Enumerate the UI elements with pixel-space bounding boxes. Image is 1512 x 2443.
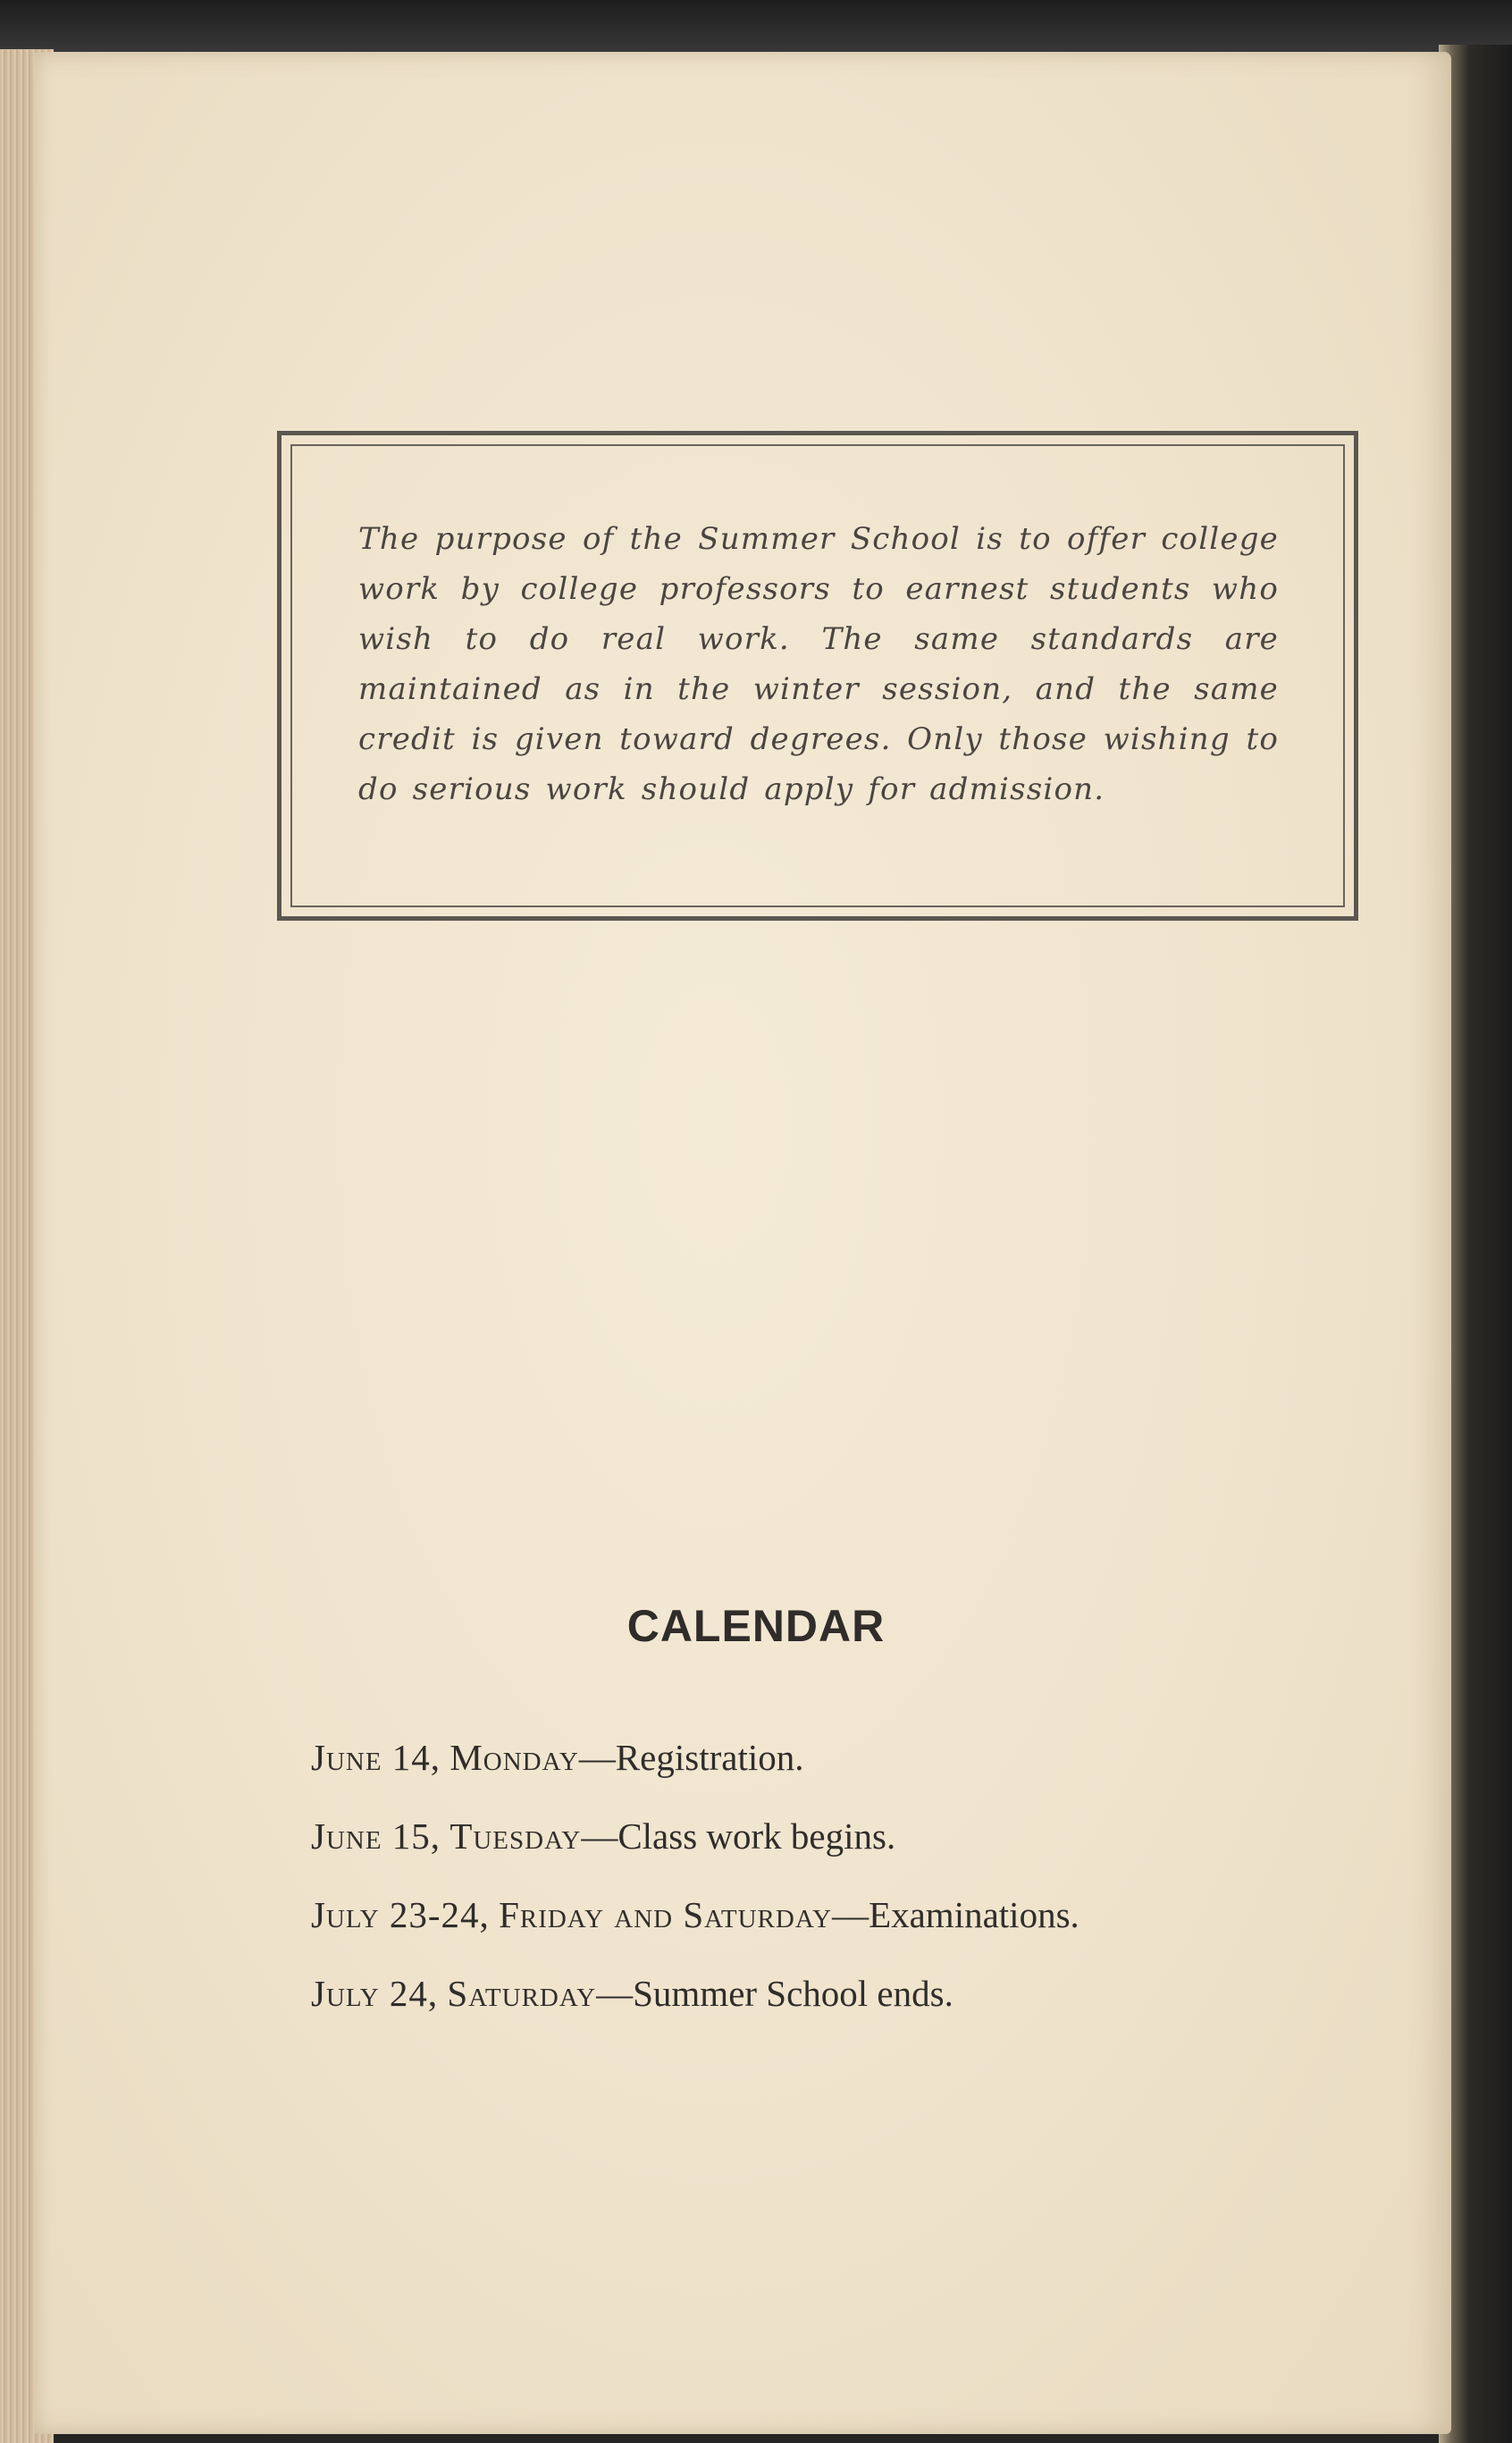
calendar-entry-date: July 23-24, xyxy=(311,1894,490,1935)
book-page xyxy=(34,52,1451,2434)
calendar-list xyxy=(311,1718,1079,2033)
calendar-entry-date: June 15, xyxy=(311,1815,441,1857)
book-cover-edge xyxy=(0,0,1512,55)
calendar-entry xyxy=(311,1797,1079,1875)
calendar-heading: CALENDAR xyxy=(626,1601,886,1651)
calendar-entry xyxy=(311,1954,1079,2033)
calendar-entry-event: —Class work begins. xyxy=(581,1815,896,1857)
calendar-entry-day: Friday and Saturday xyxy=(499,1894,833,1935)
calendar-entry xyxy=(311,1875,1079,1954)
calendar-entry-day: Tuesday xyxy=(449,1815,582,1857)
purpose-statement-box xyxy=(277,431,1358,921)
calendar-entry-day: Saturday xyxy=(447,1973,597,2014)
calendar-entry-date: July 24, xyxy=(311,1973,439,2014)
calendar-entry-date: June 14, xyxy=(311,1737,441,1778)
calendar-entry-event: —Examinations. xyxy=(832,1894,1079,1935)
calendar-entry-event: —Summer School ends. xyxy=(596,1973,953,2014)
calendar-entry xyxy=(311,1718,1079,1797)
purpose-statement-text: The purpose of the Summer School is to offer college work by college professors to earnest students who wish to do real work. The same standards are maintained as in the winter session, and the same credit is given toward degrees. Only those wishing to do serious work should apply for admission. xyxy=(358,521,1279,807)
calendar-entry-event: —Registration. xyxy=(578,1737,804,1778)
calendar-entry-day: Monday xyxy=(449,1737,579,1778)
